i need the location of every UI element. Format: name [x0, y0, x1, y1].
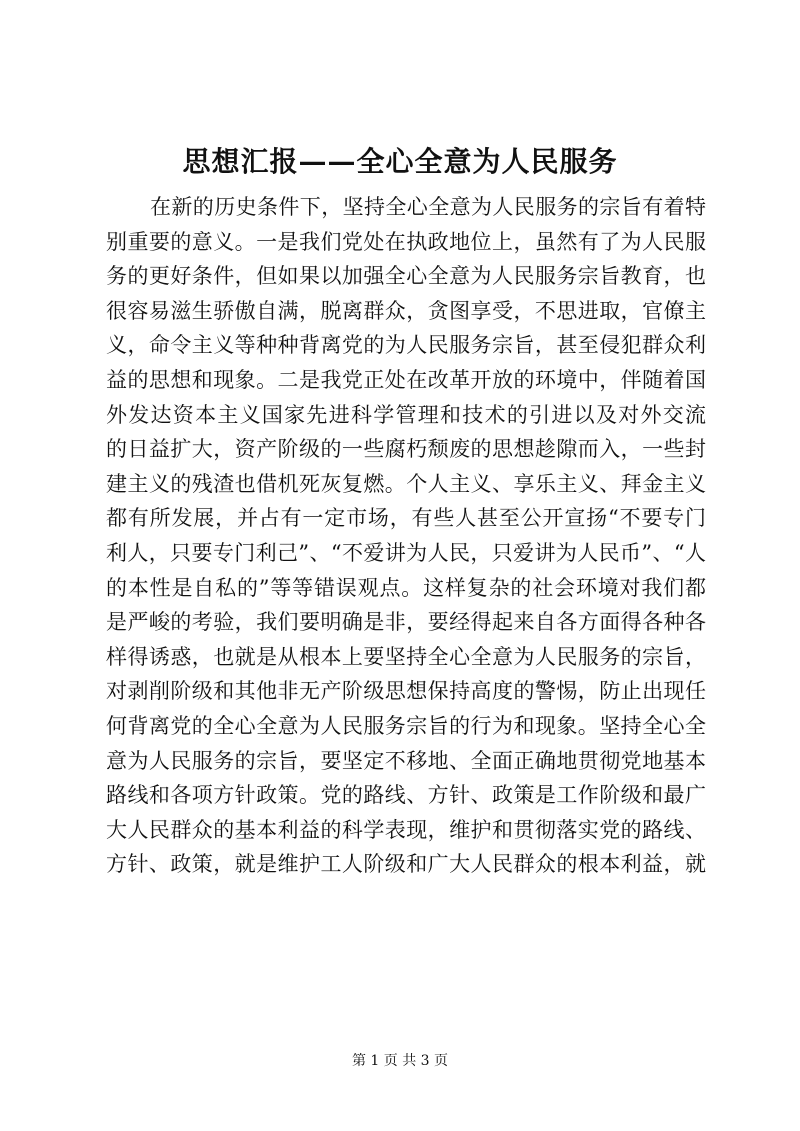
body-line: 意为人民服务的宗旨，要坚定不移地、全面正确地贯彻党地基本 [106, 748, 706, 773]
body-line: 在新的历史条件下，坚持全心全意为人民服务的宗旨有着特 [150, 195, 706, 219]
body-line: 大人民群众的基本利益的科学表现，维护和贯彻落实党的路线、 [106, 817, 706, 842]
document-body [106, 190, 706, 882]
body-line: 都有所发展，并占有一定市场，有些人甚至公开宣扬“不要专门 [106, 506, 706, 531]
body-line: 路线和各项方针政策。党的路线、方针、政策是工作阶级和最广 [106, 783, 706, 808]
body-line: 的日益扩大，资产阶级的一些腐朽颓废的思想趁隙而入，一些封 [106, 437, 706, 462]
body-line: 何背离党的全心全意为人民服务宗旨的行为和现象。坚持全心全 [106, 713, 706, 738]
body-line: 务的更好条件，但如果以加强全心全意为人民服务宗旨教育，也 [106, 264, 706, 289]
body-line: 益的思想和现象。二是我党正处在改革开放的环境中，伴随着国 [106, 367, 706, 392]
body-line: 对剥削阶级和其他非无产阶级思想保持高度的警惕，防止出现任 [106, 679, 706, 704]
body-line: 建主义的残渣也借机死灰复燃。个人主义、享乐主义、拜金主义 [106, 471, 706, 496]
body-line: 别重要的意义。一是我们党处在执政地位上，虽然有了为人民服 [106, 229, 706, 254]
body-line: 的本性是自私的”等等错误观点。这样复杂的社会环境对我们都 [106, 575, 706, 600]
body-line: 利人，只要专门利己”、“不爱讲为人民，只爱讲为人民币”、“人 [106, 540, 706, 565]
body-line: 很容易滋生骄傲自满，脱离群众，贪图享受，不思进取，官僚主 [106, 298, 706, 323]
page-footer: 第 1 页 共 3 页 [351, 1053, 449, 1069]
body-line: 方针、政策，就是维护工人阶级和广大人民群众的根本利益，就 [106, 852, 706, 877]
body-line: 义，命令主义等种种背离党的为人民服务宗旨，甚至侵犯群众利 [106, 333, 706, 358]
body-line: 样得诱惑，也就是从根本上要坚持全心全意为人民服务的宗旨， [106, 644, 706, 669]
document-title: 思想汇报——全心全意为人民服务 [182, 145, 618, 178]
body-line: 外发达资本主义国家先进科学管理和技术的引进以及对外交流 [106, 402, 706, 427]
body-line: 是严峻的考验，我们要明确是非，要经得起来自各方面得各种各 [106, 610, 706, 635]
